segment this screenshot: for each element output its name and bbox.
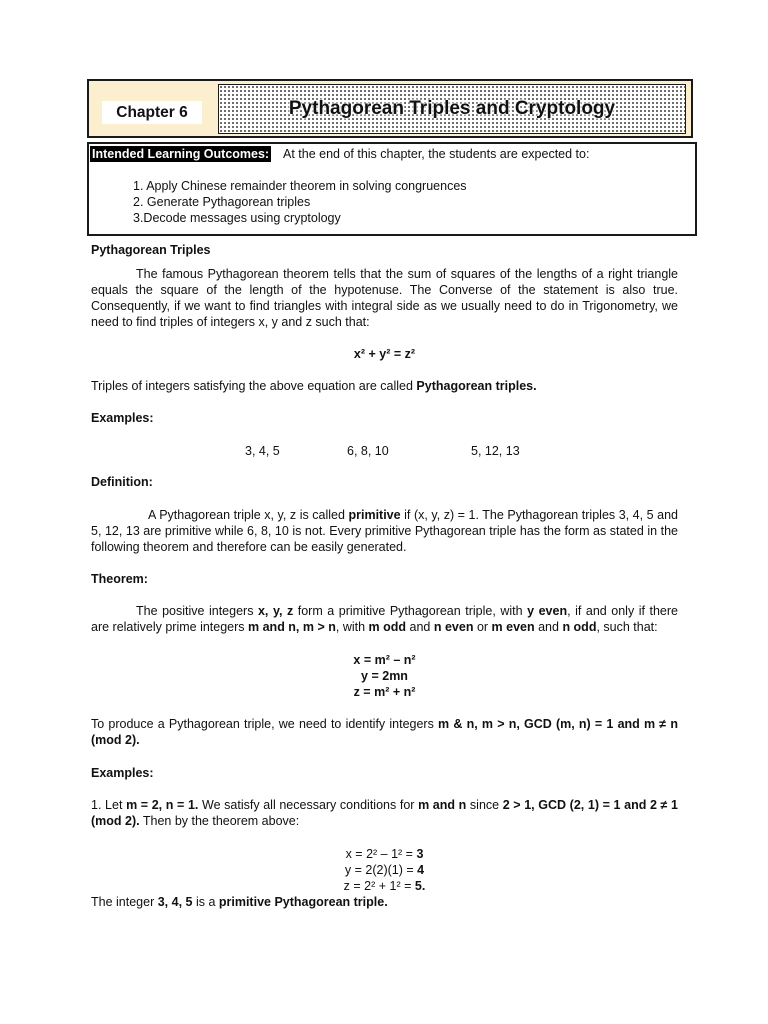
- section-heading: Pythagorean Triples: [91, 243, 211, 257]
- definition-heading: Definition:: [91, 475, 153, 489]
- example-triple: 5, 12, 13: [471, 444, 520, 458]
- example-1-paragraph: 1. Let m = 2, n = 1. We satisfy all necessary conditions for m and n since 2 > 1, GCD (2, 1) = 1 and 2 ≠ 1 (mod 2). Then by the theorem above:: [91, 798, 678, 828]
- formula-x: x = m² – n²: [353, 653, 416, 667]
- examples-heading: Examples:: [91, 411, 154, 425]
- chapter-title: Pythagorean Triples and Cryptology: [288, 98, 616, 119]
- chapter-label: Chapter 6: [102, 101, 202, 124]
- outcome-item: 3.Decode messages using cryptology: [133, 211, 341, 225]
- conclusion-sentence: The integer 3, 4, 5 is a primitive Pythagorean triple.: [91, 895, 388, 909]
- definition-paragraph: A Pythagorean triple x, y, z is called primitive if (x, y, z) = 1. The Pythagorean triples 3, 4, 5 and 5, 12, 13 are primitive while 6, 8, 10 is not. Every primitive Pythagorean triple has the form as stated in the following theorem and therefore can be easily generated.: [91, 508, 678, 554]
- formula-z: z = m² + n²: [353, 685, 416, 699]
- triples-definition-sentence: Triples of integers satisfying the above equation are called Pythagorean triples.: [91, 379, 537, 393]
- learning-outcomes-label: Intended Learning Outcomes:: [92, 147, 270, 161]
- calc-line-x: x = 2² – 1² = 3: [345, 847, 424, 861]
- produce-paragraph: To produce a Pythagorean triple, we need to identify integers m & n, m > n, GCD (m, n) = 1 and m ≠ n (mod 2).: [91, 717, 678, 747]
- theorem-heading: Theorem:: [91, 572, 148, 586]
- intro-paragraph: The famous Pythagorean theorem tells that the sum of squares of the lengths of a right triangle equals the square of the length of the hypotenuse. The Converse of the statement is also true. Consequently, if we want to find triangles with integral side as we usually need to do in Trigonometry, we need to find triples of integers x, y and z such that:: [91, 267, 678, 329]
- example-triple: 6, 8, 10: [347, 444, 389, 458]
- calc-line-z: z = 2² + 1² = 5.: [343, 879, 426, 893]
- calc-line-y: y = 2(2)(1) = 4: [344, 863, 425, 877]
- formula-y: y = 2mn: [361, 669, 408, 683]
- outcome-item: 1. Apply Chinese remainder theorem in solving congruences: [133, 179, 467, 193]
- theorem-paragraph: The positive integers x, y, z form a primitive Pythagorean triple, with y even, if and only if there are relatively prime integers m and n, m > n, with m odd and n even or m even and n odd, such that:: [91, 604, 678, 634]
- chapter-title-box: [218, 84, 686, 134]
- pythagorean-equation: x² + y² = z²: [353, 347, 416, 361]
- examples-heading-2: Examples:: [91, 766, 154, 780]
- outcome-item: 2. Generate Pythagorean triples: [133, 195, 311, 209]
- learning-outcomes-intro: At the end of this chapter, the students are expected to:: [283, 147, 590, 161]
- example-triple: 3, 4, 5: [245, 444, 280, 458]
